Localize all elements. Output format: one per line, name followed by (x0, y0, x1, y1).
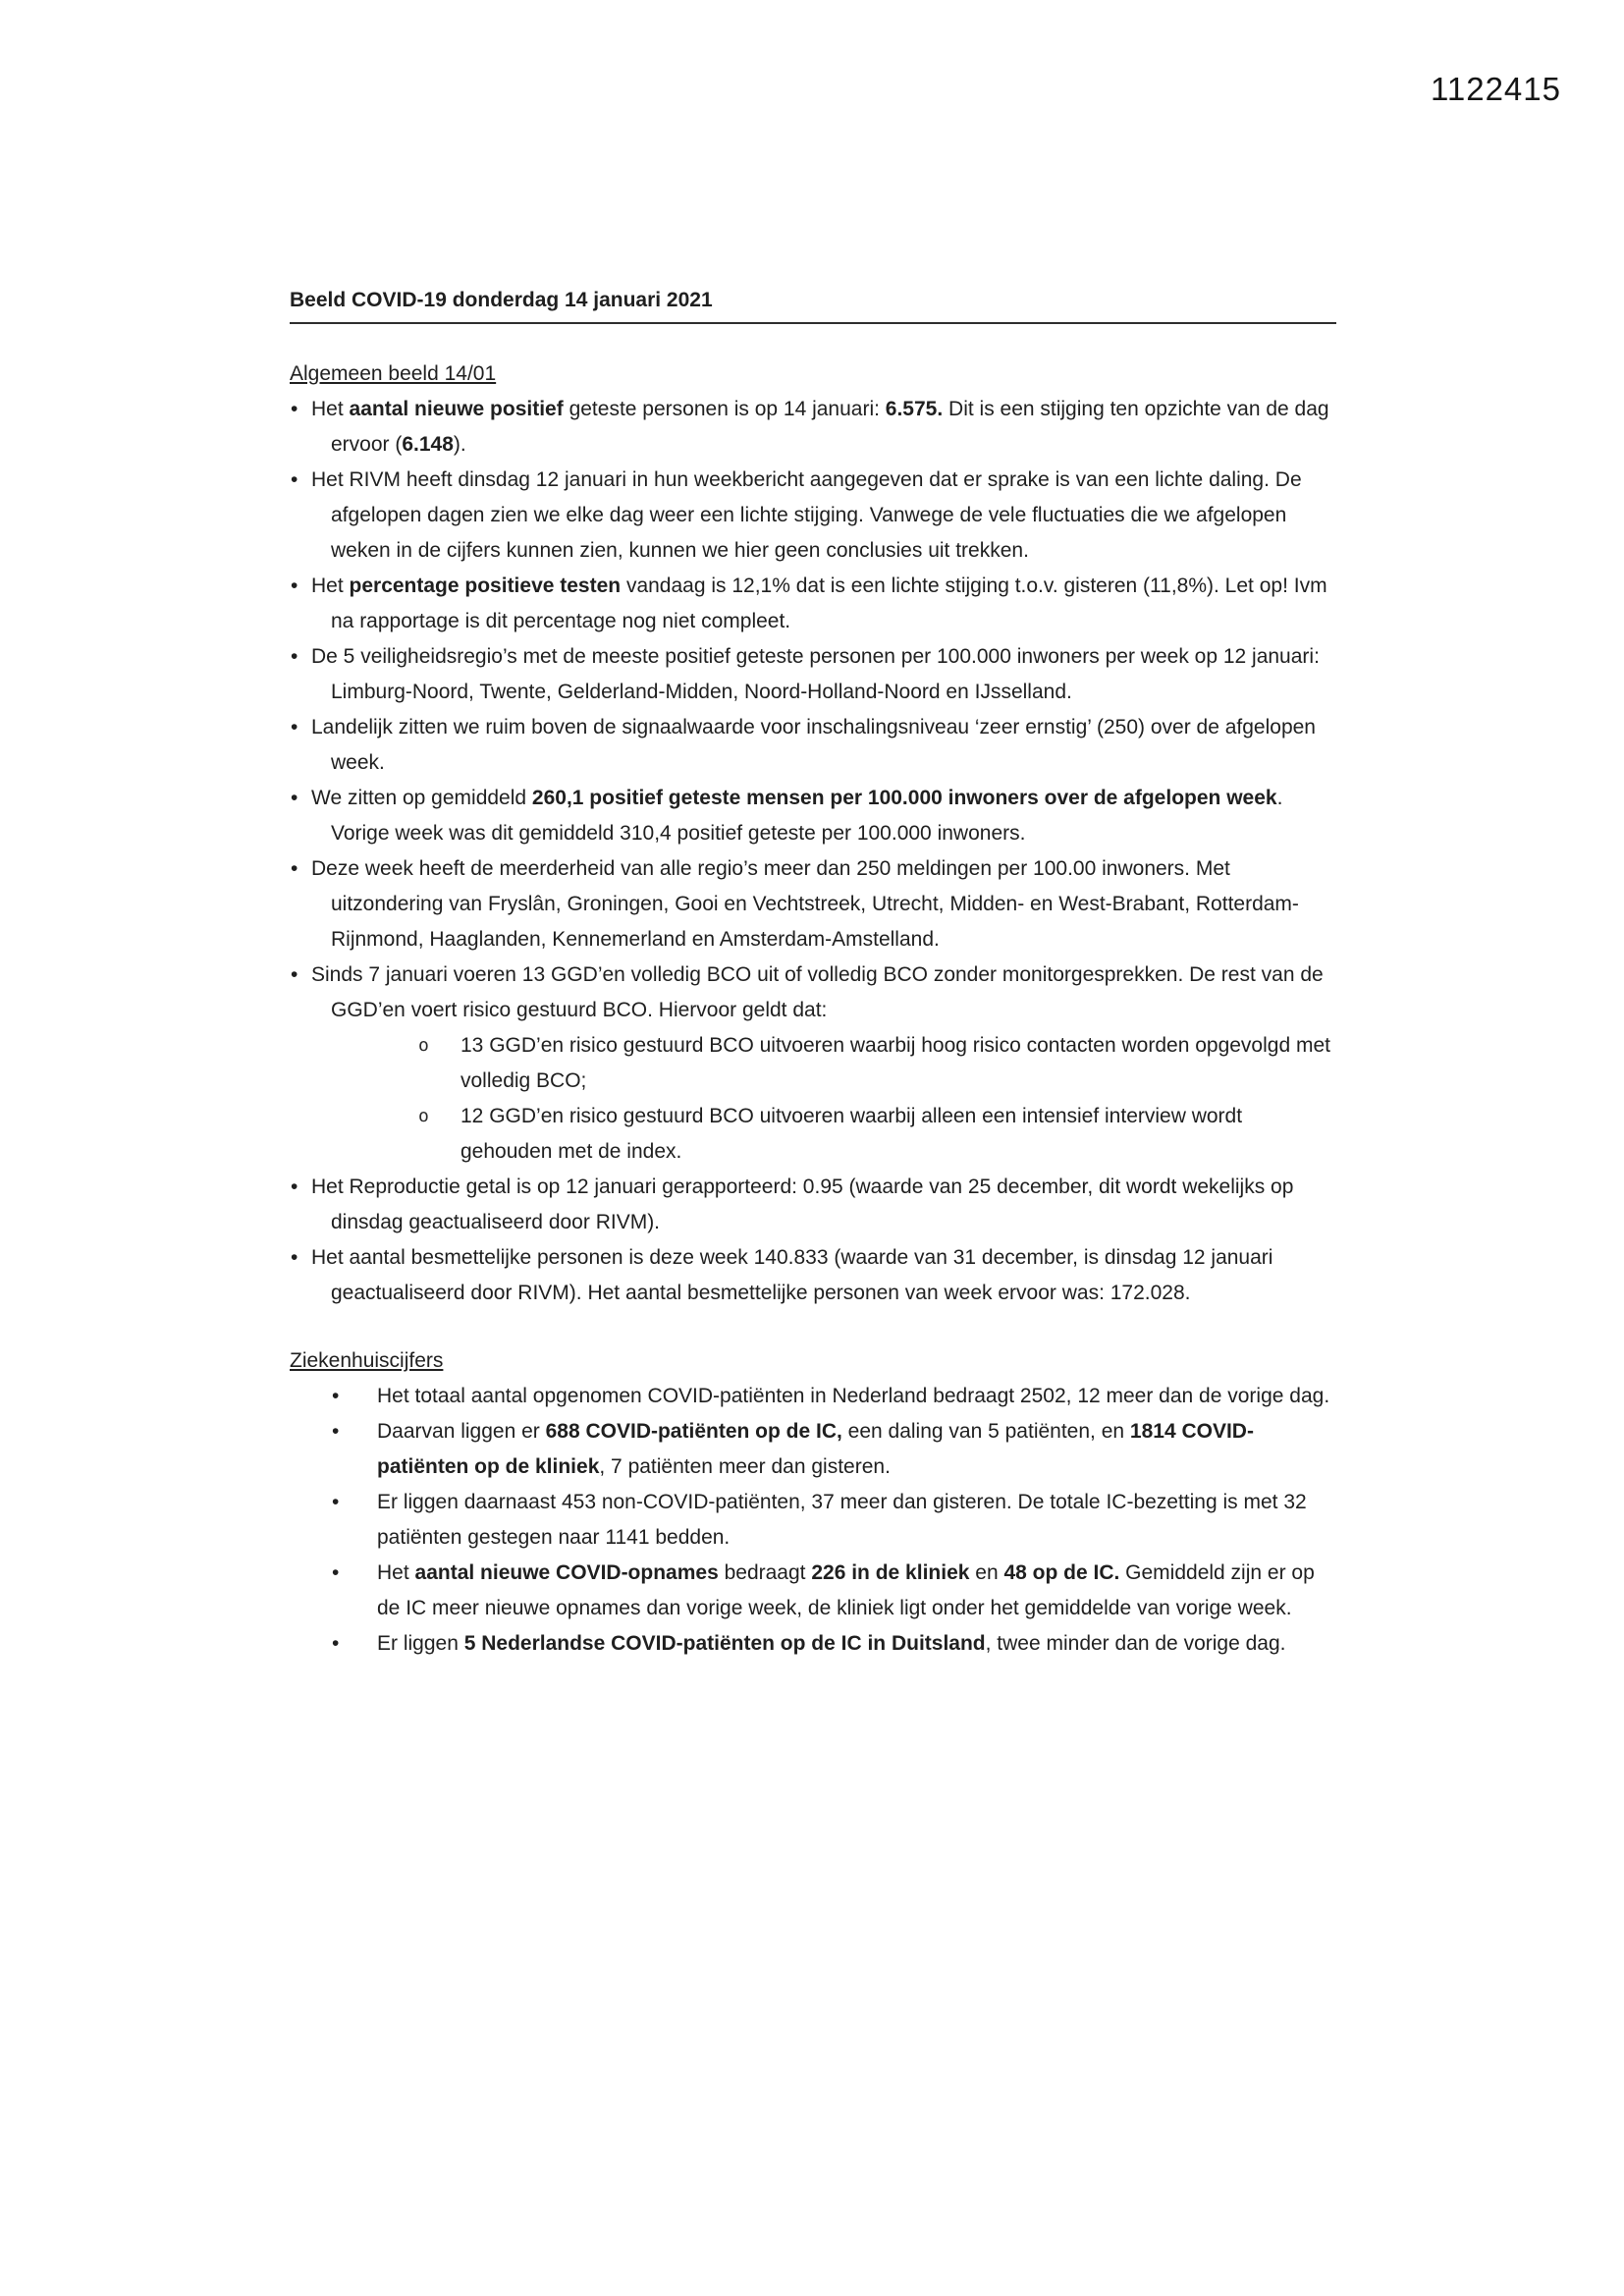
bullet-icon: • (291, 787, 298, 809)
bullet-icon: • (291, 574, 298, 597)
list-item-text: 12 GGD’en risico gestuurd BCO uitvoeren waarbij alleen een intensief interview wordt gehouden met de index. (460, 1105, 1243, 1163)
list-item (290, 639, 1336, 710)
list-item (290, 1556, 1336, 1626)
page-number: 1122415 (1430, 71, 1561, 107)
bullet-icon: • (291, 398, 298, 420)
bullet-icon: • (291, 716, 298, 738)
list-item-text: Er liggen daarnaast 453 non-COVID-patiënten, 37 meer dan gisteren. De totale IC-bezetting is met 32 patiënten gestegen naar 1141 bedden. (377, 1491, 1307, 1549)
list-item-text: Deze week heeft de meerderheid van alle regio’s meer dan 250 meldingen per 100.00 inwoners. Met uitzondering van Fryslân, Groningen, Gooi en Vechtstreek, Utrecht, Midden- en West-Brabant, Rotterdam-Rijnmond, Haaglanden, Kennemerland en Amsterdam-Amstelland. (311, 857, 1299, 951)
list-item-text: We zitten op gemiddeld 260,1 positief geteste mensen per 100.000 inwoners over de afgelopen week. Vorige week was dit gemiddeld 310,4 positief geteste per 100.000 inwoners. (311, 787, 1283, 845)
bullet-icon: • (332, 1420, 340, 1443)
bullet-icon: • (291, 645, 298, 668)
list-item-text: Het RIVM heeft dinsdag 12 januari in hun weekbericht aangegeven dat er sprake is van een lichte daling. De afgelopen dagen zien we elke dag weer een lichte stijging. Vanwege de vele fluctuaties die we afgelopen weken in de cijfers kunnen zien, kunnen we hier geen conclusies uit trekken. (311, 468, 1302, 562)
list-item-text: Het Reproductie getal is op 12 januari gerapporteerd: 0.95 (waarde van 25 december, dit wordt wekelijks op dinsdag geactualiseerd door RIVM). (311, 1175, 1294, 1233)
section-heading-ziekenhuiscijfers (290, 1343, 1336, 1379)
list-item (290, 1170, 1336, 1240)
list-item-text: Landelijk zitten we ruim boven de signaalwaarde voor inschalingsniveau ‘zeer ernstig’ (250) over de afgelopen week. (311, 716, 1316, 774)
list-item-text: De 5 veiligheidsregio’s met de meeste positief geteste personen per 100.000 inwoners per week op 12 januari: Limburg-Noord, Twente, Gelderland-Midden, Noord-Holland-Noord en IJsselland. (311, 645, 1320, 703)
list-item (290, 392, 1336, 463)
circle-bullet-icon: o (418, 1106, 429, 1126)
list-item (290, 1379, 1336, 1414)
list-item-text: Er liggen 5 Nederlandse COVID-patiënten op de IC in Duitsland, twee minder dan de vorige dag. (377, 1632, 1286, 1655)
list-item (290, 1414, 1336, 1485)
circle-bullet-icon: o (418, 1035, 429, 1056)
sub-bullet-list (331, 1028, 1336, 1170)
bullet-icon: • (291, 1246, 298, 1269)
list-item-text: Het aantal nieuwe COVID-opnames bedraagt 226 in de kliniek en 48 op de IC. Gemiddeld zijn er op de IC meer nieuwe opnames dan vorige week, de kliniek ligt onder het gemiddelde van vorige week. (377, 1561, 1315, 1619)
list-item-text: Sinds 7 januari voeren 13 GGD’en volledig BCO uit of volledig BCO zonder monitorgesprekken. De rest van de GGD’en voert risico gestuurd BCO. Hiervoor geldt dat: (311, 963, 1324, 1021)
list-item (290, 463, 1336, 569)
bullet-icon: • (291, 963, 298, 986)
section-heading-text: Ziekenhuiscijfers (290, 1349, 444, 1372)
list-item (290, 1626, 1336, 1662)
list-item (290, 851, 1336, 957)
bullet-icon: • (332, 1632, 340, 1655)
list-item-text: Het aantal nieuwe positief geteste personen is op 14 januari: 6.575. Dit is een stijging ten opzichte van de dag ervoor (6.148). (311, 398, 1329, 456)
list-item (290, 710, 1336, 781)
list-item (290, 1485, 1336, 1556)
list-item-text: Daarvan liggen er 688 COVID-patiënten op de IC, een daling van 5 patiënten, en 1814 COVID-patiënten op de kliniek, 7 patiënten meer dan gisteren. (377, 1420, 1254, 1478)
bullet-icon: • (291, 1175, 298, 1198)
section-heading-text: Algemeen beeld 14/01 (290, 362, 497, 385)
document-content (290, 283, 1336, 1662)
list-item (290, 957, 1336, 1170)
list-item (290, 781, 1336, 851)
list-item-text: Het totaal aantal opgenomen COVID-patiënten in Nederland bedraagt 2502, 12 meer dan de vorige dag. (377, 1385, 1330, 1407)
list-item-text: 13 GGD’en risico gestuurd BCO uitvoeren waarbij hoog risico contacten worden opgevolgd met volledig BCO; (460, 1034, 1330, 1092)
list-item (290, 569, 1336, 639)
bullet-list-algemeen (290, 392, 1336, 1311)
section-heading-algemeen (290, 356, 1336, 392)
bullet-icon: • (332, 1491, 340, 1513)
bullet-icon: • (291, 857, 298, 880)
bullet-icon: • (332, 1385, 340, 1407)
title-divider (290, 322, 1336, 324)
list-item (290, 1240, 1336, 1311)
sub-list-item (331, 1028, 1336, 1099)
list-item-text: Het aantal besmettelijke personen is deze week 140.833 (waarde van 31 december, is dinsdag 12 januari geactualiseerd door RIVM). Het aantal besmettelijke personen van week ervoor was: 172.028. (311, 1246, 1273, 1304)
sub-list-item (331, 1099, 1336, 1170)
bullet-list-ziekenhuiscijfers (290, 1379, 1336, 1662)
bullet-icon: • (332, 1561, 340, 1584)
list-item-text: Het percentage positieve testen vandaag is 12,1% dat is een lichte stijging t.o.v. gisteren (11,8%). Let op! Ivm na rapportage is dit percentage nog niet compleet. (311, 574, 1327, 632)
bullet-icon: • (291, 468, 298, 491)
document-title: Beeld COVID-19 donderdag 14 januari 2021 (290, 289, 713, 311)
